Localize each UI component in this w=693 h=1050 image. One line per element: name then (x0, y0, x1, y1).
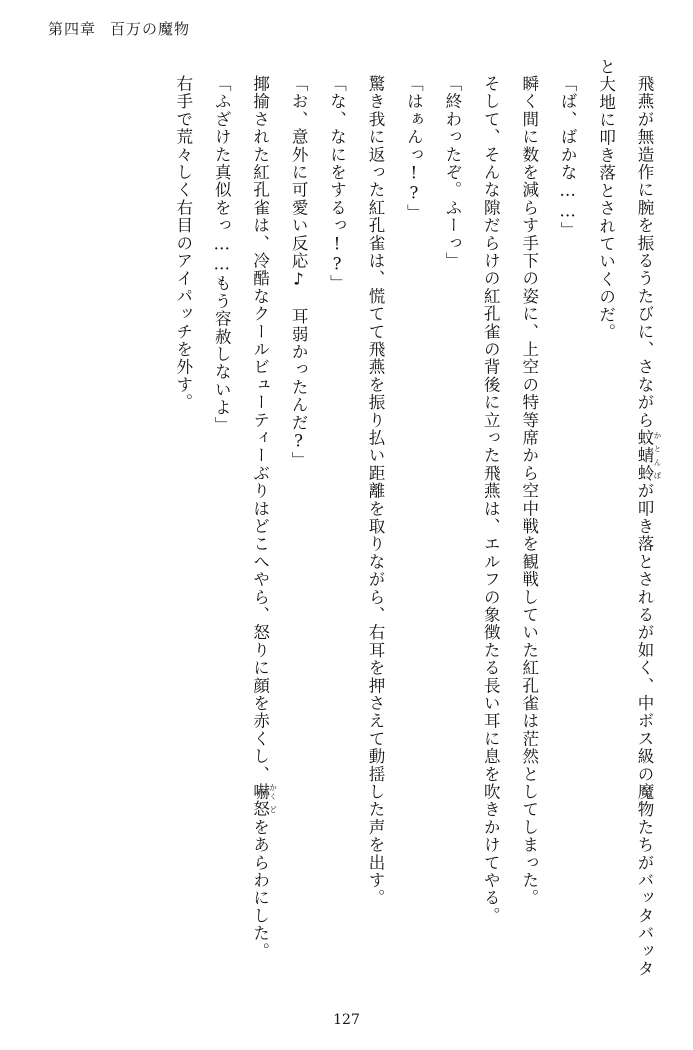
ruby-kadonbo: 蚊蜻蛉 かとんぼ (635, 428, 662, 482)
paragraph: そして、そんな隙だらけの紅孔雀の背後に立った飛燕は、エルフの象徴たる長い耳に息を吹きかけてやる。 (481, 74, 501, 925)
vertical-body-text (30, 58, 663, 988)
ruby-kakudo: 嚇 かく (250, 782, 278, 801)
paragraph: 「はぁんっ!?」 (404, 74, 424, 222)
page-number: 127 (333, 1012, 360, 1028)
page-header (48, 18, 190, 39)
chapter-number: 第四章 (48, 20, 97, 38)
ruby-kakudo-2: 怒 ど (250, 800, 278, 818)
paragraph: 「終わったぞ。ふーっ」 (442, 74, 462, 270)
chapter-title: 百万の魔物 (110, 20, 191, 38)
paragraph: 驚き我に返った紅孔雀は、慌てて飛燕を振り払い距離を取りながら、右耳を押さえて動揺した声を出す。 (365, 74, 385, 907)
paragraph: 瞬く間に数を減らす手下の姿に、上空の特等席から空中戦を観戦していた紅孔雀は茫然としてしまった。 (519, 74, 539, 907)
paragraph: 「お、意外に可愛い反応♪ 耳弱かったんだ?」 (289, 74, 309, 469)
paragraph: 飛燕が無造作に腕を振るうたびに、さながら蚊蜻蛉 かとんぼが叩き落とされるが如く、中ボス級の魔物たちがバッタバッタと大地に叩き落とされていくのだ。 (596, 58, 662, 978)
paragraph: 「な、なにをするっ!?」 (327, 74, 347, 292)
paragraph: 揶揄された紅孔雀は、冷酷なクールビューティーぶりはどこへやら、怒りに顔を赤くし、嚇 かく怒 どをあらわにした。 (250, 74, 278, 960)
paragraph: 右手で荒々しく右目のアイパッチを外す。 (173, 74, 193, 411)
paragraph: 「ふざけた真似をっ……もう容赦しないよ」 (212, 74, 232, 434)
paragraph: 「ば、ばかな……」 (558, 74, 578, 239)
